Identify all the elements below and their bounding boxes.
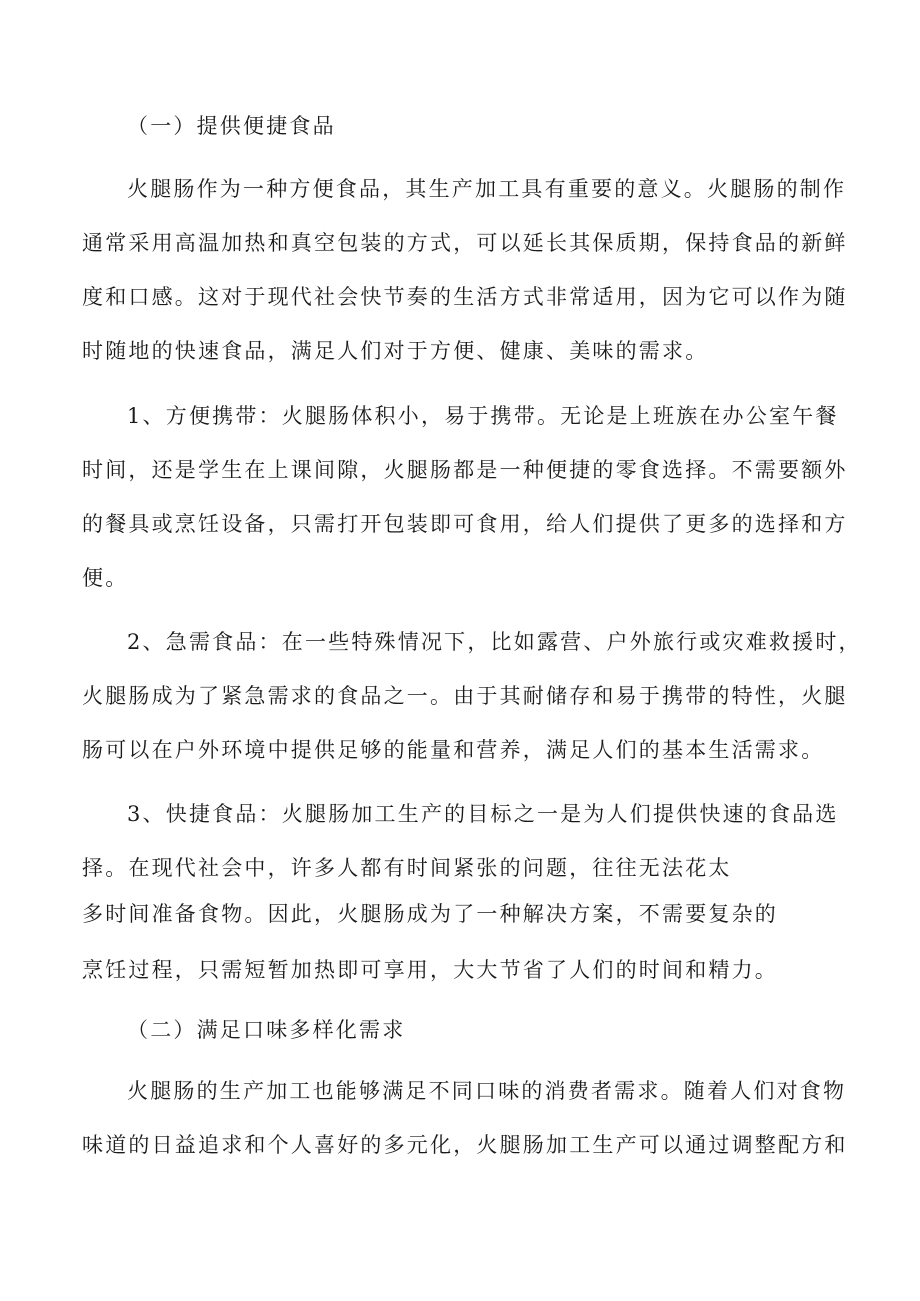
paragraph-line: 味道的日益追求和个人喜好的多元化，火腿肠加工生产可以通过调整配方和 — [82, 1133, 848, 1157]
paragraph-line: 火腿肠的生产加工也能够满足不同口味的消费者需求。随着人们对食物 — [127, 1079, 847, 1103]
paragraph-line: 2、急需食品：在一些特殊情况下，比如露营、户外旅行或灾难救援时， — [127, 630, 862, 654]
paragraph-line: 度和口感。这对于现代社会快节奏的生活方式非常适用，因为它可以作为随 — [82, 285, 848, 309]
paragraph-line: 肠可以在户外环境中提供足够的能量和营养，满足人们的基本生活需求。 — [82, 738, 825, 762]
paragraph-line: 3、快捷食品：火腿肠加工生产的目标之一是为人们提供快速的食品选 — [127, 802, 839, 826]
paragraph-line: 择。在现代社会中，许多人都有时间紧张的问题，往往无法花太 — [82, 856, 732, 880]
paragraph-line: 1、方便携带：火腿肠体积小，易于携带。无论是上班族在办公室午餐 — [127, 404, 839, 428]
paragraph-line: 时随地的快速食品，满足人们对于方便、健康、美味的需求。 — [82, 339, 709, 363]
section-heading-1: （一）提供便捷食品 — [127, 114, 336, 138]
paragraph-line: 便。 — [82, 566, 129, 590]
paragraph-line: 多时间准备食物。因此，火腿肠成为了一种解决方案，不需要复杂的 — [82, 902, 778, 926]
paragraph-line: 火腿肠作为一种方便食品，其生产加工具有重要的意义。火腿肠的制作 — [127, 177, 847, 201]
paragraph-line: 烹饪过程，只需短暂加热即可享用，大大节省了人们的时间和精力。 — [82, 958, 778, 982]
paragraph-line: 时间，还是学生在上课间隙，火腿肠都是一种便捷的零食选择。不需要额外 — [82, 458, 848, 482]
paragraph-line: 通常采用高温加热和真空包装的方式，可以延长其保质期，保持食品的新鲜 — [82, 231, 848, 255]
paragraph-line: 的餐具或烹饪设备，只需打开包装即可食用，给人们提供了更多的选择和方 — [82, 512, 848, 536]
section-heading-2: （二）满足口味多样化需求 — [127, 1018, 406, 1042]
paragraph-line: 火腿肠成为了紧急需求的食品之一。由于其耐储存和易于携带的特性，火腿 — [82, 684, 848, 708]
